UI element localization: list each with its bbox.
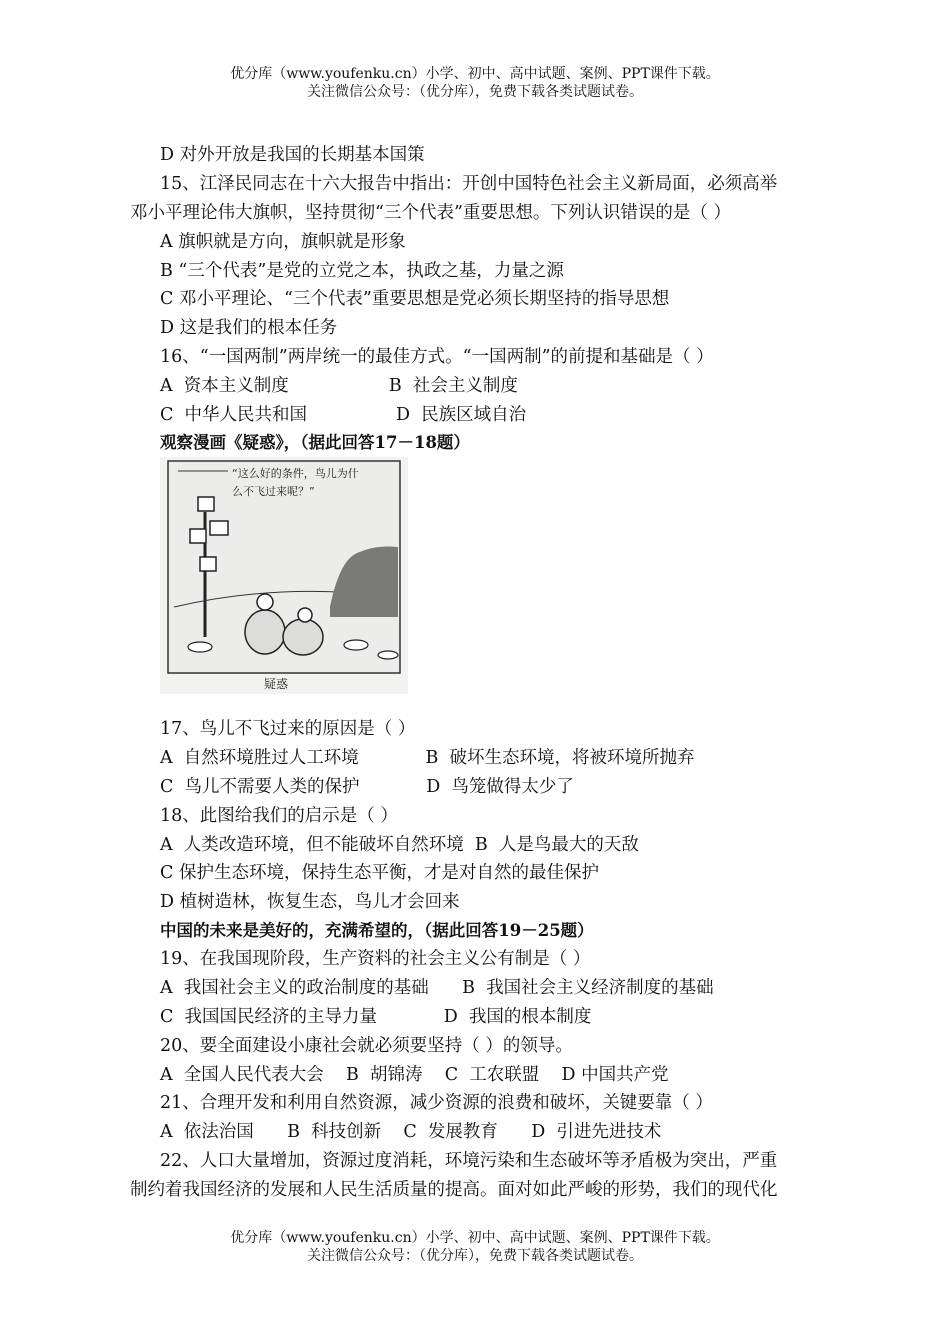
question-16: 16、“一国两制”两岸统一的最佳方式。“一国两制”的前提和基础是（ ） (160, 347, 714, 367)
question-18-option-d: D 植树造林，恢复生态，鸟儿才会回来 (160, 892, 460, 912)
section-future-instruction: 中国的未来是美好的，充满希望的，（据此回答19－25题） (160, 921, 594, 940)
question-17: 17、鸟儿不飞过来的原因是（ ） (160, 719, 416, 739)
question-15-option-b: B “三个代表”是党的立党之本，执政之基，力量之源 (160, 261, 564, 281)
question-18-options-ab: A 人类改造环境，但不能破坏自然环境 B 人是鸟最大的天敌 (160, 835, 639, 855)
question-20-options: A 全国人民代表大会 B 胡锦涛 C 工农联盟 D 中国共产党 (160, 1065, 669, 1085)
question-21-options: A 依法治国 B 科技创新 C 发展教育 D 引进先进技术 (160, 1122, 662, 1142)
question-19-options-cd: C 我国国民经济的主导力量 D 我国的根本制度 (160, 1007, 592, 1027)
section-cartoon-instruction: 观察漫画《疑惑》，（据此回答17－18题） (160, 433, 470, 452)
cartoon-image (160, 457, 408, 694)
question-18-option-c: C 保护生态环境，保持生态平衡，才是对自然的最佳保护 (160, 863, 599, 883)
question-15-option-d: D 这是我们的根本任务 (160, 318, 338, 338)
question-17-options-cd: C 鸟儿不需要人类的保护 D 鸟笼做得太少了 (160, 777, 574, 797)
question-15-line-1: 15、江泽民同志在十六大报告中指出：开创中国特色社会主义新局面，必须高举 (160, 174, 778, 194)
question-19: 19、在我国现阶段，生产资料的社会主义公有制是（ ） (160, 949, 591, 969)
cartoon-speech-1: “这么好的条件，鸟儿为什 (232, 467, 359, 480)
question-15-line-2: 邓小平理论伟大旗帜，坚持贯彻“三个代表”重要思想。下列认识错误的是（ ） (130, 203, 731, 223)
question-19-options-ab: A 我国社会主义的政治制度的基础 B 我国社会主义经济制度的基础 (160, 978, 714, 998)
cartoon-speech-2: 么不飞过来呢？” (232, 485, 315, 498)
header-line-2: 关注微信公众号：（优分库），免费下载各类试题试卷。 (307, 84, 643, 100)
footer-line-1: 优分库（www.youfenku.cn）小学、初中、高中试题、案例、PPT课件下载。 (230, 1230, 720, 1246)
question-20: 20、要全面建设小康社会就必须要坚持（ ）的领导。 (160, 1036, 573, 1056)
question-21: 21、合理开发和利用自然资源，减少资源的浪费和破坏，关键要靠（ ） (160, 1093, 713, 1113)
question-16-options-cd: C 中华人民共和国 D 民族区域自治 (160, 405, 527, 425)
option-d-open-policy: D 对外开放是我国的长期基本国策 (160, 145, 425, 165)
footer-line-2: 关注微信公众号：（优分库），免费下载各类试题试卷。 (307, 1248, 643, 1264)
question-18: 18、此图给我们的启示是（ ） (160, 806, 398, 826)
question-15-option-a: A 旗帜就是方向，旗帜就是形象 (160, 232, 406, 252)
question-22-line-2: 制约着我国经济的发展和人民生活质量的提高。面对如此严峻的形势，我们的现代化 (130, 1180, 778, 1200)
question-16-options-ab: A 资本主义制度 B 社会主义制度 (160, 376, 518, 396)
question-17-options-ab: A 自然环境胜过人工环境 B 破坏生态环境，将被环境所抛弃 (160, 748, 695, 768)
question-15-option-c: C 邓小平理论、“三个代表”重要思想是党必须长期坚持的指导思想 (160, 289, 670, 309)
header-line-1: 优分库（www.youfenku.cn）小学、初中、高中试题、案例、PPT课件下载。 (230, 66, 720, 82)
cartoon-caption: 疑惑 (264, 677, 289, 691)
question-22-line-1: 22、人口大量增加，资源过度消耗，环境污染和生态破坏等矛盾极为突出，严重 (160, 1151, 778, 1171)
